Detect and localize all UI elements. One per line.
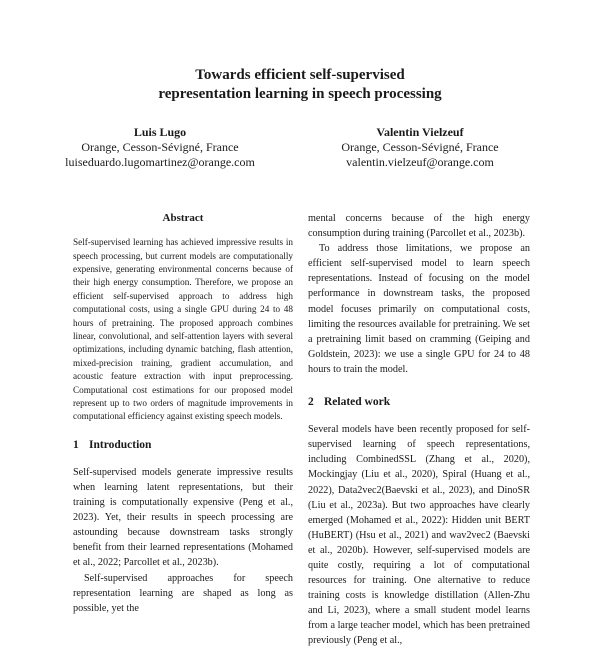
author-name: Valentin Vielzeuf (376, 125, 464, 139)
author-block-1 (40, 125, 280, 170)
section-title: Introduction (89, 438, 152, 451)
related-paragraph-1: Several models have been recently proposed for self-supervised learning of speech representations, including CombinedSSL (Zhang et al., 2020), Mockingjay (Liu et al., 2020), Spiral (Huang et al., 2022), Data2vec2(Baevski et al., 2023), and DinoSR (Liu et al., 2023a). But two approaches have clearly emerged (Mohamed et al., 2022): Hidden unit BERT (HuBERT) (Hsu et al., 2021) and wav2vec2 (Baevski et al., 2020b). However, self-supervised models are quite costly, requiring a lot of computational resources for training. One alternative to reduce training costs is knowledge distillation (Allen-Zhu and Li, 2023), where a small student model learns from a large teacher model, which has been pretrained previously (Peng et al., (308, 424, 530, 647)
intro-paragraph-1: Self-supervised models generate impressive results when learning latent representations, but their training is computationally expensive (Peng et al., 2023). Yet, their results in speech processing are astounding because downstream tasks strongly benefit from their learned representations (Mohamed et al., 2022; Parcollet et al., 2023b). (73, 466, 293, 569)
author-block-2 (300, 125, 540, 170)
paper-title (0, 66, 600, 104)
author-email: luiseduardo.lugomartinez@orange.com (65, 155, 255, 169)
section-heading-related-work (308, 395, 530, 410)
section-number: 2 (308, 396, 314, 409)
title-line-1: Towards efficient self-supervised (195, 67, 405, 83)
right-column (308, 211, 530, 649)
abstract-heading: Abstract (162, 212, 204, 224)
right-paragraph-1: mental concerns because of the high energy consumption during training (Parcollet et al., 2023b). (308, 213, 530, 240)
author-email: valentin.vielzeuf@orange.com (346, 155, 494, 169)
right-paragraph-2: To address those limitations, we propose an efficient self-supervised model to learn speech representations. Instead of focusing on the model performance in downstream tasks, the proposed model focuses primarily on computational costs, limiting the resources available for pretraining. We set a pretraining limit based on cramming (Geiping and Goldstein, 2023): we use a single GPU for 24 to 48 hours to train the model. (308, 243, 530, 375)
author-name: Luis Lugo (133, 125, 187, 139)
author-affiliation: Orange, Cesson-Sévigné, France (341, 140, 499, 154)
intro-paragraph-2: Self-supervised approaches for speech representation learning are shaped as long as possible, yet the (73, 572, 293, 614)
title-line-2: representation learning in speech processing (158, 86, 442, 102)
section-title: Related work (324, 396, 391, 409)
left-column (73, 211, 293, 616)
section-number: 1 (73, 438, 79, 451)
section-heading-introduction (73, 438, 293, 453)
author-affiliation: Orange, Cesson-Sévigné, France (81, 140, 239, 154)
abstract-text: Self-supervised learning has achieved impressive results in speech processing, but current models are computationally expensive, generating environmental concerns because of their high energy consumption. Therefore, we propose an efficient self-supervised approach to address high computational costs, using a single GPU during 24 to 48 hours of pretraining. The proposed approach combines linear, convolutional, and self-attention layers with several optimizations, including dynamic batching, flash attention, mixed-precision training, gradient accumulation, and acoustic feature extraction with input preprocessing. Computational cost estimations for our proposed model represent up to two orders of magnitude improvements in computational efficiency against existing speech models. (73, 237, 293, 422)
